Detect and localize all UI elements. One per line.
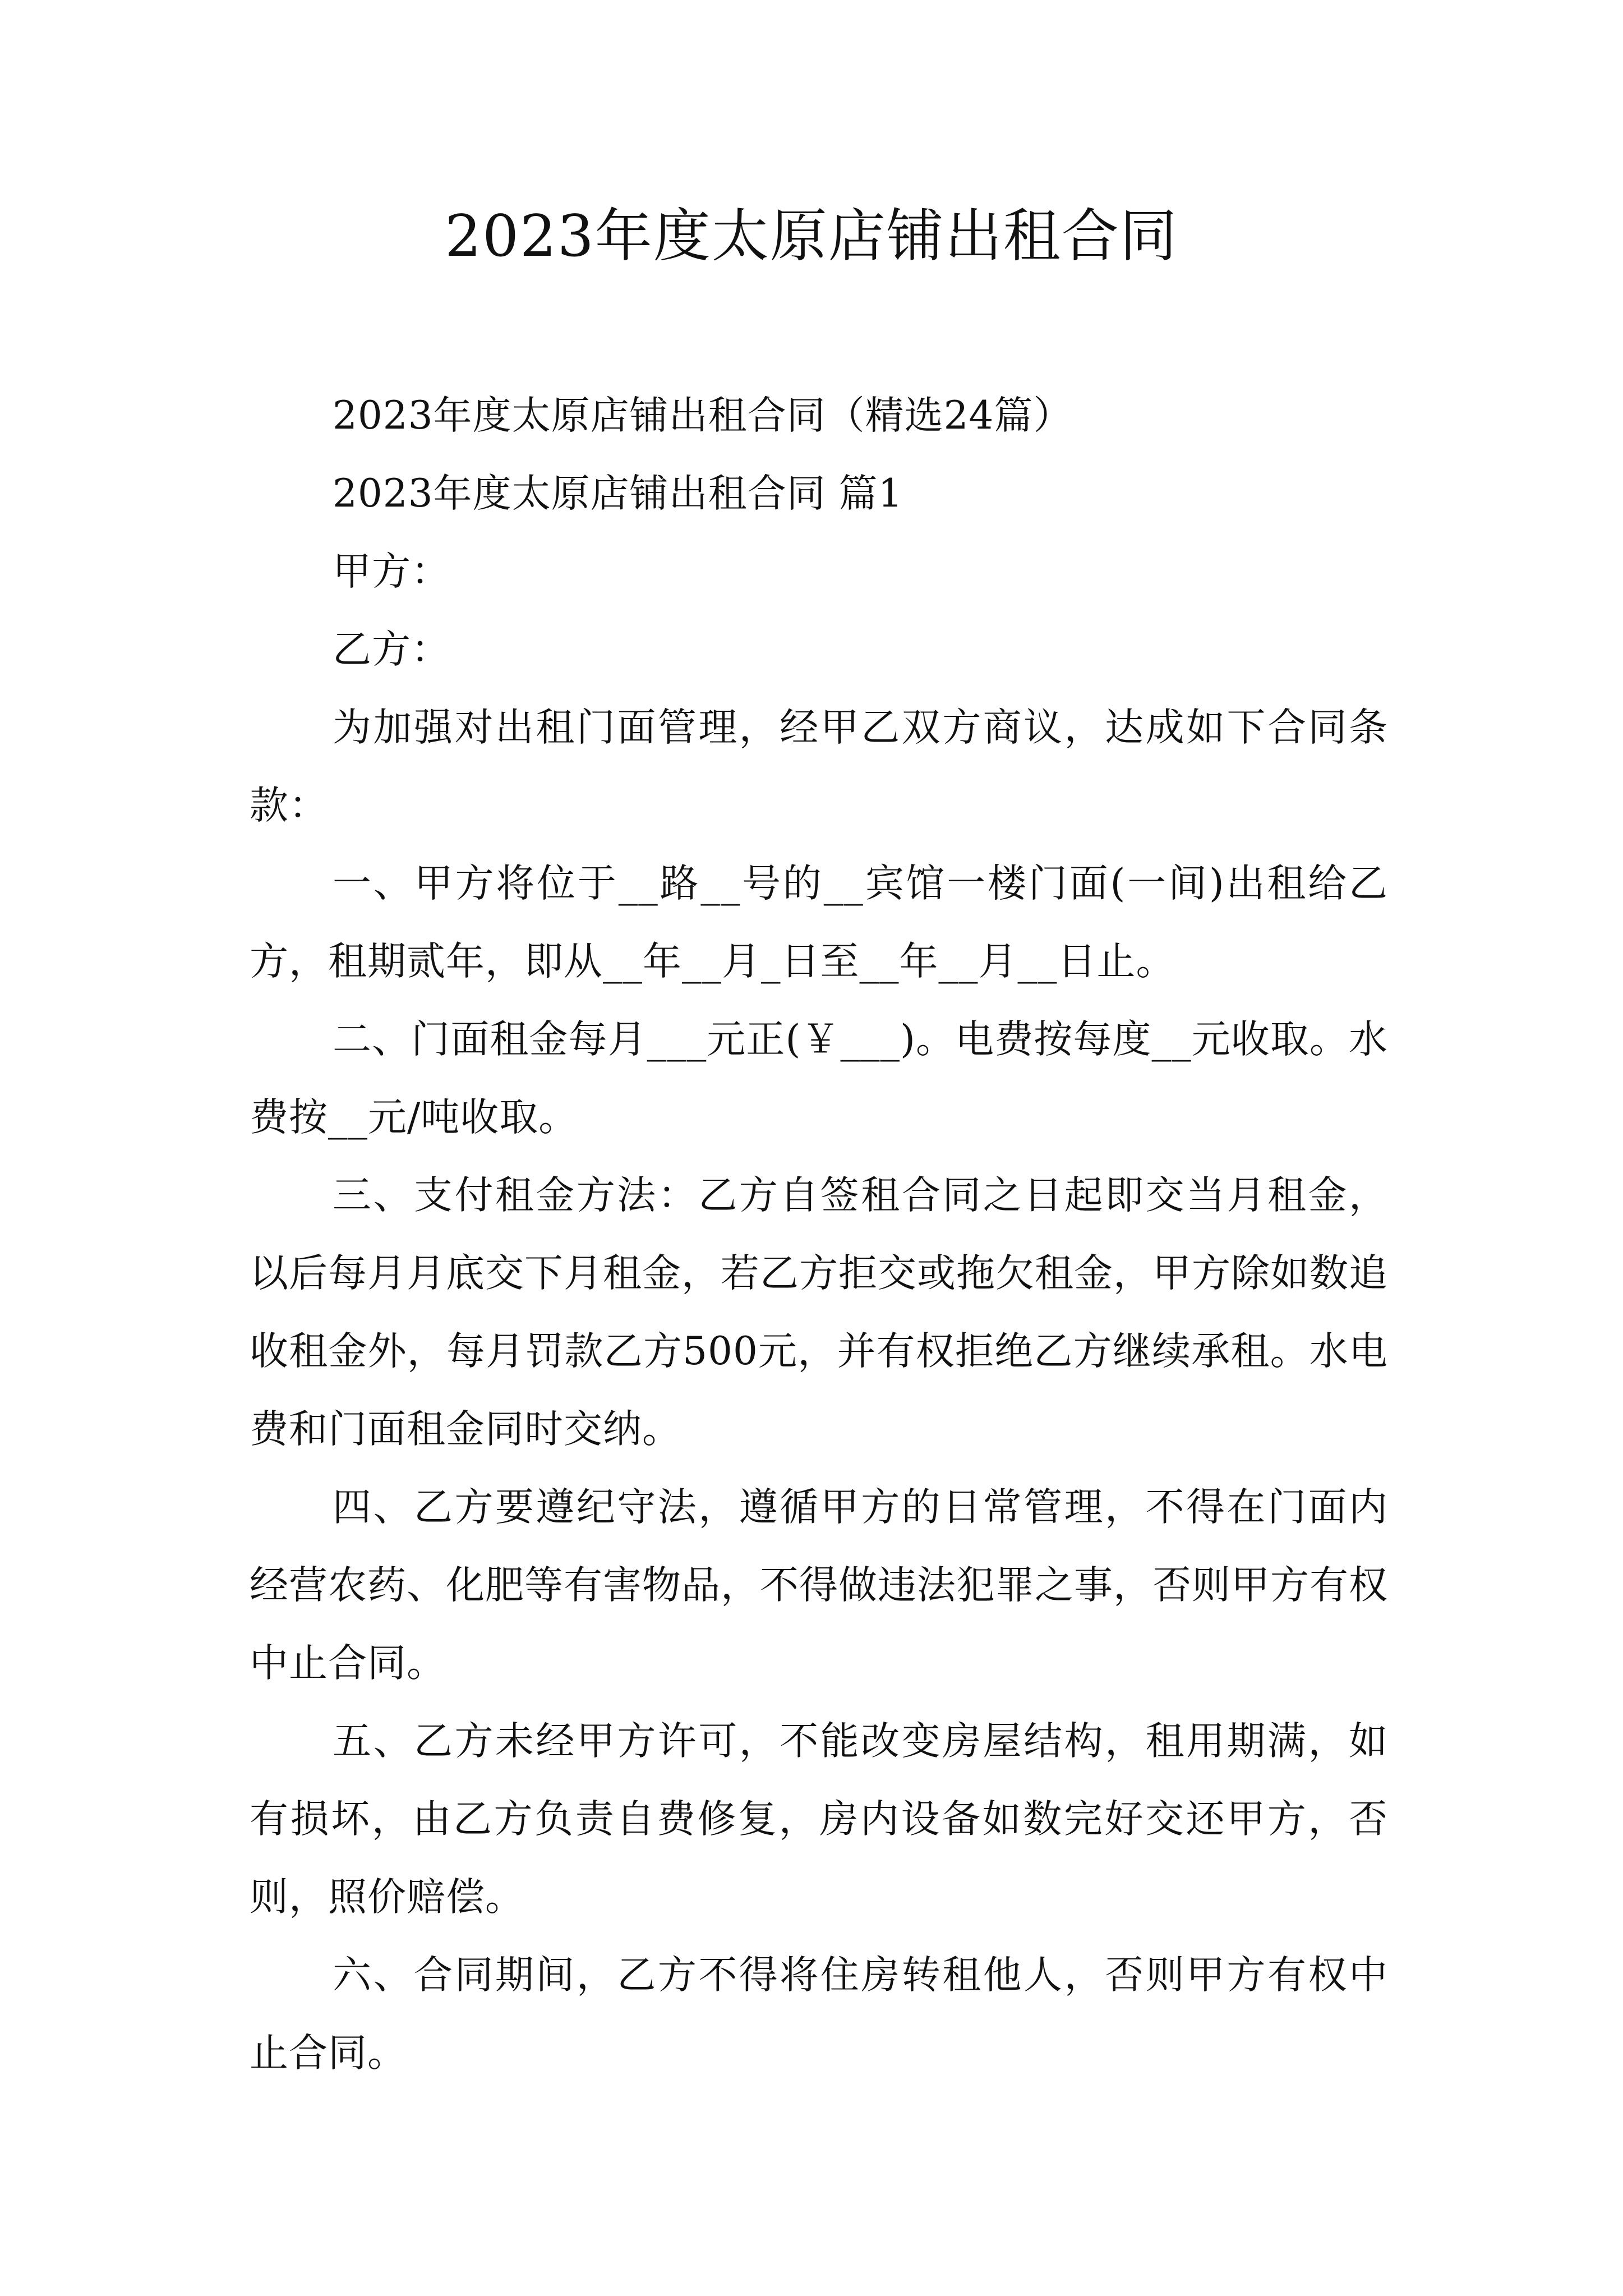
document-body — [250, 377, 1388, 2092]
paragraph-intro: 为加强对出租门面管理，经甲乙双方商议，达成如下合同条款： — [250, 705, 1388, 828]
paragraph-clause-5: 五、乙方未经甲方许可，不能改变房屋结构，租用期满，如有损坏，由乙方负责自费修复，房内设备如数完好交还甲方，否则，照价赔偿。 — [250, 1719, 1388, 1920]
party-a-label: 甲方： — [333, 549, 450, 594]
document-title: 2023年度太原店铺出租合同 — [445, 203, 1178, 270]
paragraph-clause-2: 二、门面租金每月___元正(￥___)。电费按每度__元收取。水费按__元/吨收取。 — [250, 1017, 1388, 1140]
paragraph-clause-6: 六、合同期间，乙方不得将住房转租他人，否则甲方有权中止合同。 — [250, 1953, 1388, 2076]
section-heading: 2023年度太原店铺出租合同 篇1 — [333, 471, 903, 516]
paragraph-clause-1: 一、甲方将位于__路__号的__宾馆一楼门面(一间)出租给乙方，租期贰年，即从__年__月_日至__年__月__日止。 — [250, 861, 1388, 984]
paragraph-clause-3: 三、支付租金方法：乙方自签租合同之日起即交当月租金，以后每月月底交下月租金，若乙方拒交或拖欠租金，甲方除如数追收租金外，每月罚款乙方500元，并有权拒绝乙方继续承租。水电费和门面租金同时交纳。 — [250, 1173, 1388, 1452]
party-b-label: 乙方： — [333, 627, 450, 672]
document-subtitle: 2023年度太原店铺出租合同（精选24篇） — [333, 393, 1073, 438]
paragraph-clause-4: 四、乙方要遵纪守法，遵循甲方的日常管理，不得在门面内经营农药、化肥等有害物品，不得做违法犯罪之事，否则甲方有权中止合同。 — [250, 1485, 1388, 1686]
